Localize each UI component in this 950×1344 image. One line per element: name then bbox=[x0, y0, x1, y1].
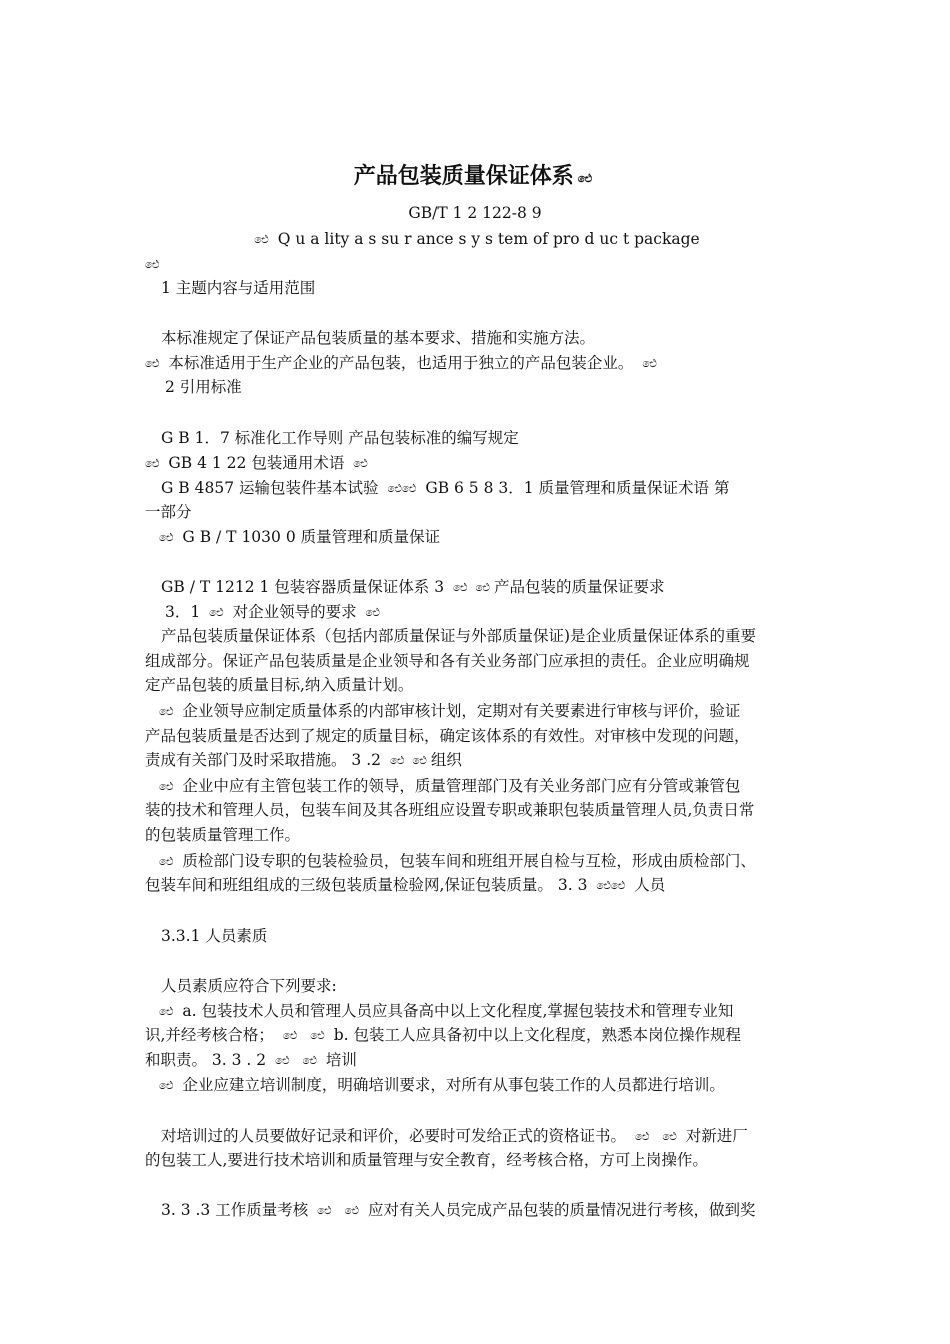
reference-line: ඓ GB 4 1 22 包装通用术语 ඓ bbox=[145, 451, 825, 477]
mark-icon: ඓ bbox=[145, 457, 160, 470]
mark-icon: ඓ bbox=[159, 531, 174, 544]
mark-icon: ඓ bbox=[145, 357, 160, 370]
mark-icon: ඓ bbox=[209, 606, 224, 619]
mark-icon: ඓ bbox=[302, 1054, 317, 1067]
english-title: Q u a lity a s su r ance s y s tem of pro d uc t package bbox=[277, 230, 700, 248]
mark-icon: ඓ bbox=[254, 233, 269, 246]
paragraph-line: 包装车间和班组组成的三级包装质量检验网,保证包装质量。 3. 3 ඓඓ 人员 bbox=[145, 873, 825, 899]
mark-icon: ඓ bbox=[344, 1204, 360, 1217]
mark-icon: ඓ bbox=[634, 1130, 650, 1143]
paragraph-line: 产品包装质量是否达到了规定的质量目标，确定该体系的有效性。对审核中发现的问题， bbox=[145, 727, 750, 745]
mark-icon: ඓඓ bbox=[596, 879, 626, 892]
paragraph-line: ඓ 企业领导应制定质量体系的内部审核计划，定期对有关要素进行审核与评价，验证 bbox=[145, 699, 839, 725]
mark-icon: ඓ bbox=[412, 754, 427, 767]
mark-icon: ඓඓ bbox=[387, 482, 417, 495]
section-heading-2: 2 引用标准 bbox=[165, 378, 242, 396]
reference-line: 一部分 bbox=[145, 503, 192, 521]
paragraph-line: 对培训过的人员要做好记录和评价，必要时可发给正式的资格证书。 ඓ ඓ 对新进厂 bbox=[145, 1124, 841, 1150]
paragraph-line: ඓ 本标准适用于生产企业的产品包装，也适用于独立的产品包装企业。 ඓ bbox=[145, 351, 825, 377]
title-text: 产品包装质量保证体系 bbox=[353, 163, 574, 189]
mark-icon: ඓ bbox=[353, 457, 368, 470]
mark-icon: ඓ bbox=[159, 1079, 174, 1092]
list-item: 识,并经考核合格； ඓ ඓ b. 包装工人应具备初中以上文化程度，熟悉本岗位操作规程 bbox=[145, 1023, 825, 1049]
subsection-heading: 3.3.1 人员素质 bbox=[161, 927, 268, 945]
subsection-heading: 3．1 ඓ 对企业领导的要求 ඓ bbox=[145, 600, 845, 626]
paragraph-line: 产品包装质量保证体系（包括内部质量保证与外部质量保证)是企业质量保证体系的重要 bbox=[161, 627, 757, 645]
reference-line: G B 4857 运输包装件基本试验 ඓඓ GB 6 5 8 3．1 质量管理和质量保证术语 第 bbox=[145, 476, 841, 502]
mark-icon: ඓ bbox=[159, 705, 174, 718]
paragraph-line: 人员素质应符合下列要求: bbox=[161, 977, 337, 995]
paragraph-line: 责成有关部门及时采取措施。 3 .2 ඓ ඓ 组织 bbox=[145, 748, 825, 774]
paragraph-line: 的包装质量管理工作。 bbox=[145, 826, 301, 844]
paragraph-line: ඓ 企业中应有主管包装工作的领导，质量管理部门及有关业务部门应有分管或兼管包 bbox=[145, 774, 839, 800]
reference-line: G B 1．7 标准化工作导则 产品包装标准的编写规定 bbox=[161, 429, 519, 447]
section-heading-1: 1 主题内容与适用范围 bbox=[161, 279, 316, 297]
mark-icon: ඓ bbox=[662, 1130, 677, 1143]
reference-line: ඓ G B / T 1030 0 质量管理和质量保证 bbox=[145, 525, 839, 551]
mark-icon: ඓ bbox=[310, 1029, 325, 1042]
mark-icon: ඓ bbox=[159, 1005, 174, 1018]
subsection-heading: 3. 3 .3 工作质量考核 ඓ ඓ 应对有关人员完成产品包装的质量情况进行考核，做到奖 bbox=[145, 1198, 841, 1224]
mark-icon: ඓ bbox=[317, 1204, 332, 1217]
mark-icon: ඓ bbox=[159, 855, 174, 868]
mark-icon: ඓ bbox=[159, 780, 174, 793]
paragraph-line: 装的技术和管理人员，包装车间及其各班组应设置专职或兼职包装质量管理人员,负责日常 bbox=[145, 801, 755, 819]
english-title-line bbox=[0, 227, 950, 253]
list-item: ඓ a. 包装技术人员和管理人员应具备高中以上文化程度,掌握包装技术和管理专业知 bbox=[145, 999, 839, 1025]
mark-icon: ඓ bbox=[475, 581, 490, 594]
document-title bbox=[0, 160, 950, 196]
paragraph-line: ඓ 企业应建立培训制度，明确培训要求，对所有从事包装工作的人员都进行培训。 bbox=[145, 1073, 839, 1099]
mark-line bbox=[145, 252, 825, 278]
paragraph-line: ඓ 质检部门设专职的包装检验员，包装车间和班组开展自检与互检，形成由质检部门、 bbox=[145, 849, 839, 875]
paragraph-line: 本标准规定了保证产品包装质量的基本要求、措施和实施方法。 bbox=[161, 329, 596, 347]
mark-icon: ඓ bbox=[365, 606, 380, 619]
mark-icon: ඓ bbox=[577, 172, 593, 185]
standard-code: GB/T 1 2 122-8 9 bbox=[408, 204, 542, 222]
paragraph-line: 定产品包装的质量目标,纳入质量计划。 bbox=[145, 676, 414, 694]
mark-icon: ඓ bbox=[453, 581, 468, 594]
mark-icon: ඓ bbox=[642, 357, 657, 370]
mark-icon: ඓ bbox=[145, 258, 160, 271]
reference-line: GB / T 1212 1 包装容器质量保证体系 3 ඓ ඓ 产品包装的质量保证要求 bbox=[145, 575, 841, 601]
paragraph-line: 和职责。 3. 3 . 2 ඓ ඓ 培训 bbox=[145, 1048, 825, 1074]
mark-icon: ඓ bbox=[275, 1054, 290, 1067]
paragraph-line: 的包装工人,要进行技术培训和质量管理与安全教育，经考核合格，方可上岗操作。 bbox=[145, 1151, 708, 1169]
paragraph-line: 组成部分。保证产品包装质量是企业领导和各有关业务部门应承担的责任。企业应明确规 bbox=[145, 652, 750, 670]
mark-icon: ඓ bbox=[282, 1029, 298, 1042]
mark-icon: ඓ bbox=[389, 754, 405, 767]
